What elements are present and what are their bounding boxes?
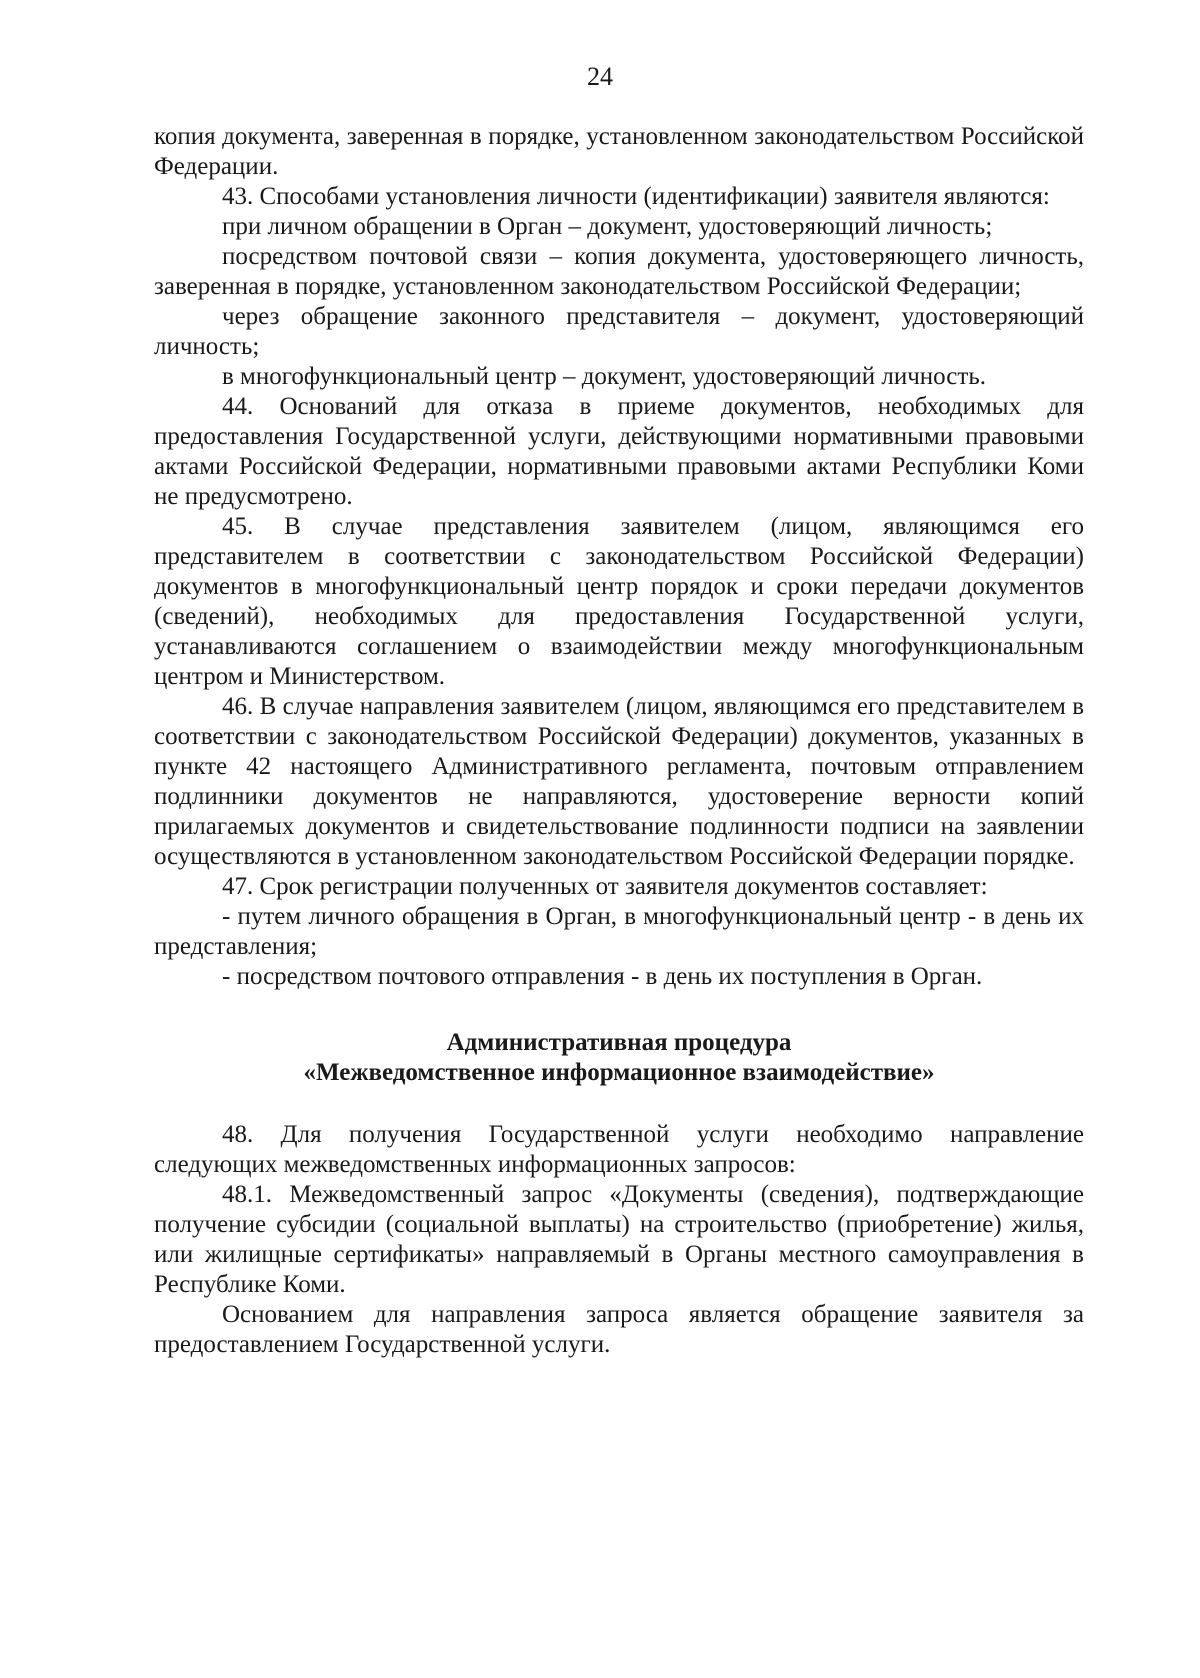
paragraph: копия документа, заверенная в порядке, установленном законодательством Российской Федерации. xyxy=(154,123,1084,180)
list-item: посредством почтовой связи – копия документа, удостоверяющего личность, заверенная в порядке, установленном законодательством Российской Федерации; xyxy=(154,243,1084,300)
document-body xyxy=(154,122,1084,1360)
list-item: - посредством почтового отправления - в день их поступления в Орган. xyxy=(222,963,983,990)
paragraph-48-1: 48.1. Межведомственный запрос «Документы (сведения), подтверждающие получение субсидии (социальной выплаты) на строительство (приобретение) жилья, или жилищные сертификаты» направляемый в Органы местного самоуправления в Республике Коми. xyxy=(154,1181,1084,1298)
paragraph-48: 48. Для получения Государственной услуги необходимо направление следующих межведомственных информационных запросов: xyxy=(154,1121,1084,1178)
list-item: через обращение законного представителя – документ, удостоверяющий личность; xyxy=(154,303,1084,360)
paragraph-44: 44. Оснований для отказа в приеме документов, необходимых для предоставления Государственной услуги, действующими нормативными правовыми актами Российской Федерации, нормативными правовыми актами Республики Коми не предусмотрено. xyxy=(154,393,1084,510)
section-heading xyxy=(154,1028,1084,1088)
list-item: при личном обращении в Орган – документ, удостоверяющий личность; xyxy=(222,213,993,240)
section-heading-line-2: «Межведомственное информационное взаимодействие» xyxy=(303,1059,935,1086)
section-heading-line-1: Административная процедура xyxy=(446,1029,792,1056)
paragraph-47: 47. Срок регистрации полученных от заявителя документов составляет: xyxy=(222,873,988,900)
paragraph-45: 45. В случае представления заявителем (лицом, являющимся его представителем в соответствии с законодательством Российской Федерации) документов в многофункциональный центр порядок и сроки передачи документов (сведений), необходимых для предоставления Государственной услуги, устанавливаются соглашением о взаимодействии между многофункциональным центром и Министерством. xyxy=(154,513,1084,690)
list-item: - путем личного обращения в Орган, в многофункциональный центр - в день их представления; xyxy=(154,903,1084,960)
paragraph-43: 43. Способами установления личности (идентификации) заявителя являются: xyxy=(222,183,1050,210)
paragraph: Основанием для направления запроса является обращение заявителя за предоставлением Государственной услуги. xyxy=(154,1301,1084,1358)
paragraph-46: 46. В случае направления заявителем (лицом, являющимся его представителем в соответствии с законодательством Российской Федерации) документов, указанных в пункте 42 настоящего Административного регламента, почтовым отправлением подлинники документов не направляются, удостоверение верности копий прилагаемых документов и свидетельствование подлинности подписи на заявлении осуществляются в установленном законодательством Российской Федерации порядке. xyxy=(154,693,1084,870)
list-item: в многофункциональный центр – документ, удостоверяющий личность. xyxy=(222,363,986,390)
page-number: 24 xyxy=(587,62,613,91)
